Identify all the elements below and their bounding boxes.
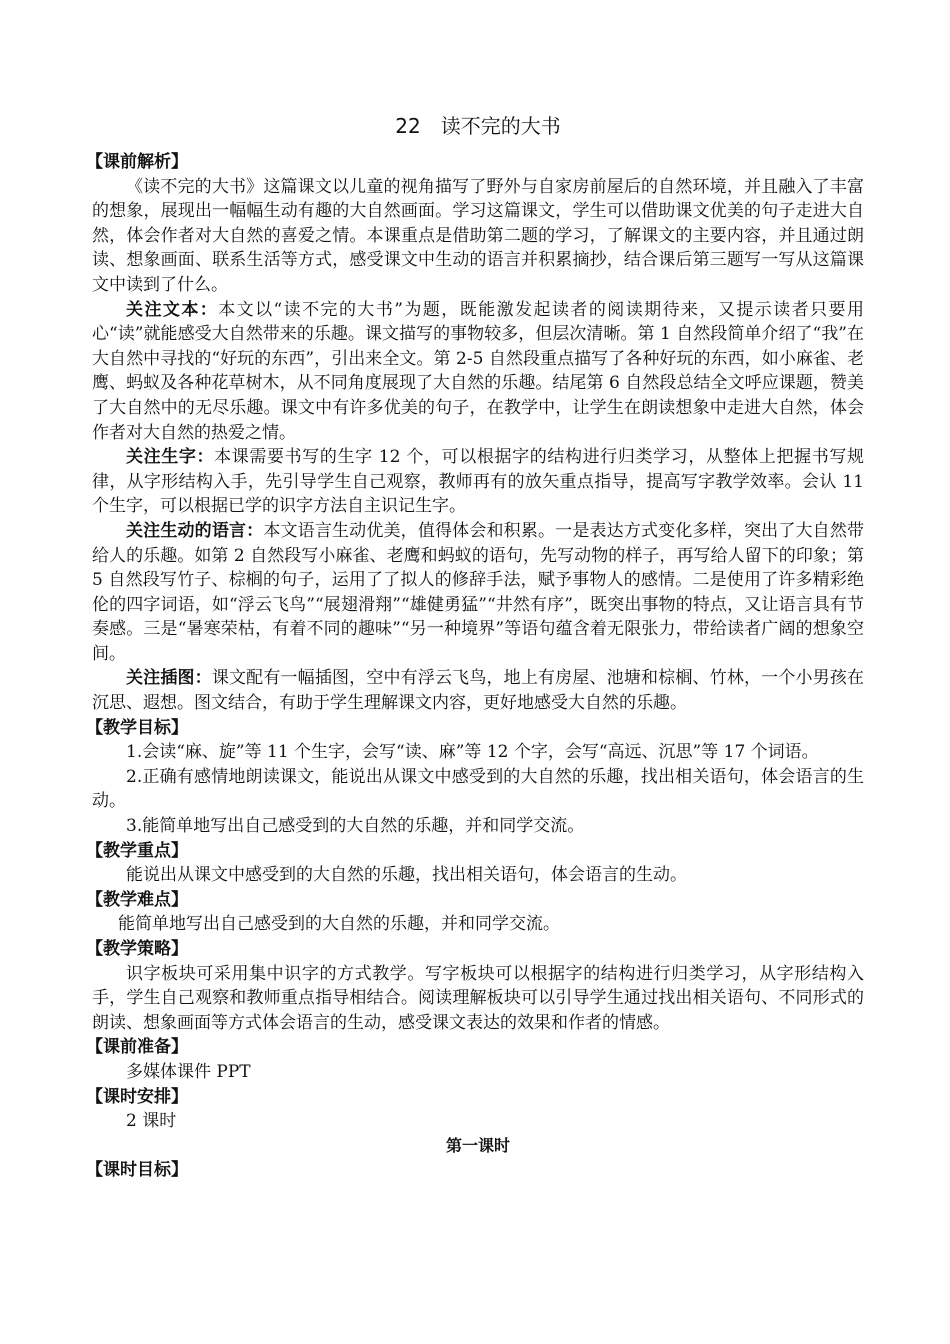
goal-item-1: 1.会读“麻、旋”等 11 个生字，会写“读、麻”等 12 个字，会写“高远、沉思”等 17 个词语。 <box>126 742 819 763</box>
analysis-illustration-lead: 关注插图： <box>126 668 212 689</box>
analysis-chars-body: 本课需要书写的生字 12 个，可以根据字的结构进行归类学习，从整体上把握书写规律，从字形结构入手，先引导学生自己观察，教师再有的放矢重点指导，提高写字教学效率。会认 11 个生字，可以根据已学的识字方法自主识记生字。 <box>92 447 864 517</box>
section-heading-goals: 【教学目标】 <box>86 717 188 738</box>
analysis-intro: 《读不完的大书》这篇课文以儿童的视角描写了野外与自家房前屋后的自然环境，并且融入了丰富的想象，展现出一幅幅生动有趣的大自然画面。学习这篇课文，学生可以借助课文优美的句子走进大自然，体会作者对大自然的喜爱之情。本课重点是借助第二题的学习，了解课文的主要内容，并且通过朗读、想象画面、联系生活等方式，感受课文中生动的语言并积累摘抄，结合课后第三题写一写从这篇课文中读到了什么。 <box>92 176 864 295</box>
analysis-text <box>92 298 864 446</box>
goal-item-2: 2.正确有感情地朗读课文，能说出从课文中感受到的大自然的乐趣，找出相关语句，体会语言的生动。 <box>92 766 864 812</box>
section-heading-strategy: 【教学策略】 <box>86 939 188 959</box>
section-heading-key: 【教学重点】 <box>86 840 188 861</box>
document-title: 22 读不完的大书 <box>395 114 561 138</box>
section-heading-prep: 【课前准备】 <box>86 1037 188 1058</box>
section-heading-lesson-goals: 【课时目标】 <box>86 1160 188 1181</box>
difficulty-text: 能简单地写出自己感受到的大自然的乐趣，并和同学交流。 <box>118 914 560 935</box>
analysis-language-body: 本文语言生动优美，值得体会和积累。一是表达方式变化多样，突出了大自然带给人的乐趣。如第 2 自然段写小麻雀、老鹰和蚂蚁的语句，先写动物的样子，再写给人留下的印象；第 5 自然段写竹子、棕榈的句子，运用了了拟人的修辞手法，赋予事物人的感情。二是使用了许多精彩绝伦的四字词语，如“浮云飞鸟”“展翅滑翔”“雄健勇猛”“井然有序”，既突出事物的特点，又让语言具有节奏感。三是“暑寒荣枯，有着不同的趣味”“另一种境界”等语句蕴含着无限张力，带给读者广阔的想象空间。 <box>92 520 865 664</box>
key-point-text: 能说出从课文中感受到的大自然的乐趣，找出相关语句，体会语言的生动。 <box>126 865 687 886</box>
analysis-language-lead: 关注生动的语言： <box>126 520 264 541</box>
strategy-text: 识字板块可采用集中识字的方式教学。写字板块可以根据字的结构进行归类学习，从字形结构入手，学生自己观察和教师重点指导相结合。阅读理解板块可以引导学生通过找出相关语句、不同形式的朗读、想象画面等方式体会语言的生动，感受课文表达的效果和作者的情感。 <box>92 963 864 1033</box>
analysis-language <box>92 519 864 667</box>
section-heading-difficulty: 【教学难点】 <box>86 889 188 910</box>
analysis-text-lead: 关注文本： <box>126 299 219 320</box>
section-heading-analysis: 【课前解析】 <box>86 152 188 172</box>
goal-item-3: 3.能简单地写出自己感受到的大自然的乐趣，并和同学交流。 <box>126 816 585 837</box>
analysis-text-body: 本文以“读不完的大书”为题，既能激发起读者的阅读期待来，又提示读者只要用心“读”就能感受大自然带来的乐趣。课文描写的事物较多，但层次清晰。第 1 自然段简单介绍了“我”在大自然中寻找的“好玩的东西”，引出来全文。第 2-5 自然段重点描写了各种好玩的东西，如小麻雀、老鹰、蚂蚁及各种花草树木，从不同角度展现了大自然的乐趣。结尾第 6 自然段总结全文呼应课题，赞美了大自然中的无尽乐趣。课文中有许多优美的句子，在教学中，让学生在朗读想象中走进大自然，体会作者对大自然的热爱之情。 <box>92 299 864 443</box>
analysis-chars-lead: 关注生字： <box>126 447 215 468</box>
section-heading-schedule: 【课时安排】 <box>86 1086 188 1107</box>
document-page <box>86 112 865 1183</box>
schedule-text: 2 课时 <box>126 1111 177 1132</box>
analysis-illustration <box>92 666 864 715</box>
analysis-illustration-body: 课文配有一幅插图，空中有浮云飞鸟，地上有房屋、池塘和棕榈、竹林，一个小男孩在沉思、遐想。图文结合，有助于学生理解课文内容，更好地感受大自然的乐趣。 <box>92 668 865 714</box>
lesson-1-heading: 第一课时 <box>445 1135 510 1155</box>
analysis-chars <box>92 445 864 519</box>
prep-text: 多媒体课件 PPT <box>126 1061 251 1082</box>
